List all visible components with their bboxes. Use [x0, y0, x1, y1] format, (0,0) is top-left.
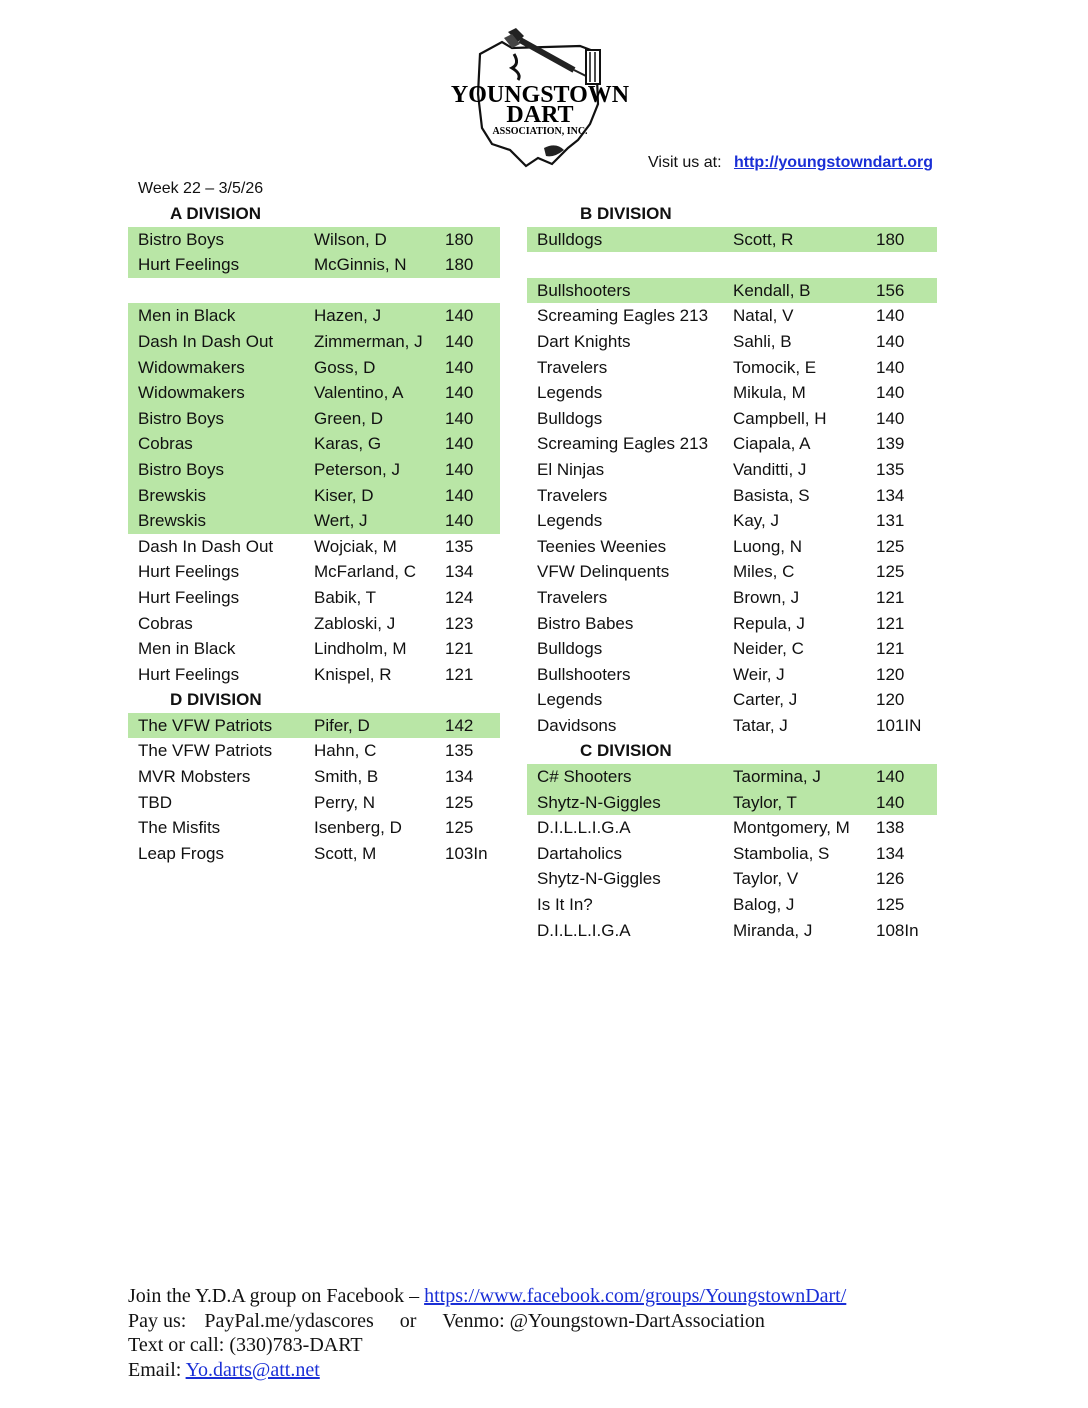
table-row: [128, 457, 500, 483]
player-name: Luong, N: [733, 536, 802, 556]
team-name: Dash In Dash Out: [138, 536, 274, 556]
c-division-table: [527, 764, 937, 943]
table-row: [527, 559, 937, 585]
team-name: The VFW Patriots: [138, 715, 273, 735]
player-name: Knispel, R: [314, 664, 392, 684]
score-value: 140: [876, 331, 905, 351]
table-row: [527, 687, 937, 713]
team-name: Widowmakers: [138, 357, 245, 377]
score-value: 140: [876, 792, 905, 812]
team-name: Men in Black: [138, 639, 236, 659]
team-name: Dart Knights: [537, 331, 631, 351]
team-name: Dash In Dash Out: [138, 331, 274, 351]
b-division-table: [527, 227, 937, 739]
venmo-text: Venmo: @Youngstown-DartAssociation: [442, 1309, 765, 1332]
team-name: Bistro Boys: [138, 229, 224, 249]
player-name: Karas, G: [314, 434, 382, 454]
score-value: 123: [445, 613, 474, 633]
score-value: 142: [445, 715, 474, 735]
team-name: TBD: [138, 792, 172, 812]
table-row: [128, 841, 500, 867]
team-name: Legends: [537, 690, 603, 710]
player-name: Vanditti, J: [733, 459, 807, 479]
score-value: 135: [876, 459, 905, 479]
player-name: Green, D: [314, 408, 383, 428]
score-value: 125: [876, 562, 905, 582]
svg-text:ASSOCIATION, INC.: ASSOCIATION, INC.: [492, 126, 588, 137]
player-name: Zimmerman, J: [314, 331, 423, 351]
player-name: Kay, J: [733, 511, 779, 531]
table-row: [527, 457, 937, 483]
table-row: [527, 534, 937, 560]
table-row: [527, 278, 937, 304]
facebook-line: Join the Y.D.A group on Facebook – https://www.facebook.com/groups/YoungstownDart/: [128, 1285, 847, 1307]
table-row: [527, 662, 937, 688]
score-value: 121: [876, 587, 905, 607]
table-row: [527, 892, 937, 918]
visit-label: Visit us at:: [648, 154, 722, 171]
team-name: Davidsons: [537, 715, 617, 735]
table-row: [128, 483, 500, 509]
table-row: [128, 662, 500, 688]
email-link[interactable]: Yo.darts@att.net: [185, 1358, 320, 1381]
team-name: VFW Delinquents: [537, 562, 670, 582]
score-value: 140: [445, 459, 474, 479]
score-value: 120: [876, 664, 905, 684]
c-division-heading: C DIVISION: [580, 741, 672, 761]
score-value: 120: [876, 690, 905, 710]
table-row: [527, 790, 937, 816]
table-row: [527, 329, 937, 355]
table-row: [527, 431, 937, 457]
score-value: 140: [876, 767, 905, 787]
score-value: 140: [445, 434, 474, 454]
website-link[interactable]: http://youngstowndart.org: [733, 154, 934, 171]
team-name: The VFW Patriots: [138, 741, 273, 761]
table-row: [527, 252, 937, 278]
table-row: [128, 431, 500, 457]
team-name: Hurt Feelings: [138, 255, 240, 275]
player-name: Wert, J: [314, 511, 368, 531]
score-value: 121: [445, 639, 474, 659]
player-name: Brown, J: [733, 587, 800, 607]
player-name: Taormina, J: [733, 767, 821, 787]
player-name: Campbell, H: [733, 408, 827, 428]
score-value: 135: [445, 536, 474, 556]
table-row: [128, 303, 500, 329]
player-name: Goss, D: [314, 357, 376, 377]
player-name: McFarland, C: [314, 562, 417, 582]
player-name: Taylor, V: [733, 869, 799, 889]
score-value: 180: [445, 229, 474, 249]
score-value: 125: [876, 895, 905, 915]
facebook-link[interactable]: https://www.facebook.com/groups/YoungstownDart/: [424, 1285, 847, 1307]
score-value: 125: [445, 792, 474, 812]
player-name: Kiser, D: [314, 485, 374, 505]
week-label: Week 22 – 3/5/26: [138, 180, 264, 197]
table-row: [527, 866, 937, 892]
email-line: Email: Yo.darts@att.net: [128, 1358, 320, 1381]
team-name: Bullshooters: [537, 280, 631, 300]
team-name: Cobras: [138, 434, 193, 454]
player-name: Repula, J: [733, 613, 805, 633]
player-name: Neider, C: [733, 639, 804, 659]
team-name: El Ninjas: [537, 459, 605, 479]
score-value: 134: [445, 562, 474, 582]
team-name: Travelers: [537, 485, 608, 505]
team-name: Hurt Feelings: [138, 562, 240, 582]
table-row: [527, 585, 937, 611]
score-value: 125: [876, 536, 905, 556]
player-name: Valentino, A: [314, 383, 404, 403]
score-value: 140: [445, 408, 474, 428]
team-name: Bulldogs: [537, 229, 603, 249]
score-value: 180: [876, 229, 905, 249]
player-name: Lindholm, M: [314, 639, 407, 659]
table-row: [527, 713, 937, 739]
table-row: [527, 764, 937, 790]
yda-logo: [440, 24, 640, 174]
player-name: Peterson, J: [314, 459, 400, 479]
player-name: Weir, J: [733, 664, 785, 684]
team-name: Bulldogs: [537, 639, 603, 659]
team-name: Is It In?: [537, 895, 593, 915]
table-row: [128, 585, 500, 611]
player-name: Scott, R: [733, 229, 794, 249]
team-name: Leap Frogs: [138, 843, 224, 863]
table-row: [128, 329, 500, 355]
score-value: 124: [445, 587, 474, 607]
player-name: Sahli, B: [733, 331, 792, 351]
pay-line: Pay us: PayPal.me/ydascores or Venmo: @Youngstown-DartAssociation: [128, 1309, 765, 1332]
a-division-table: [128, 227, 500, 688]
score-value: 121: [876, 639, 905, 659]
team-name: Screaming Eagles 213: [537, 306, 709, 326]
team-name: MVR Mobsters: [138, 767, 251, 787]
score-value: 140: [876, 357, 905, 377]
player-name: Zabloski, J: [314, 613, 396, 633]
player-name: Miranda, J: [733, 920, 813, 940]
table-row: [527, 355, 937, 381]
table-row: [128, 406, 500, 432]
player-name: McGinnis, N: [314, 255, 407, 275]
team-name: Screaming Eagles 213: [537, 434, 709, 454]
score-value: 103In: [445, 843, 488, 863]
player-name: Wilson, D: [314, 229, 387, 249]
player-name: Balog, J: [733, 895, 795, 915]
table-row: [527, 406, 937, 432]
score-value: 139: [876, 434, 905, 454]
score-value: 121: [445, 664, 474, 684]
player-name: Miles, C: [733, 562, 795, 582]
score-value: 140: [876, 383, 905, 403]
table-row: [128, 508, 500, 534]
svg-text:DART: DART: [506, 102, 574, 128]
visit-line: [648, 154, 933, 172]
team-name: Teenies Weenies: [537, 536, 667, 556]
score-value: 140: [445, 383, 474, 403]
score-value: 140: [876, 408, 905, 428]
player-name: Smith, B: [314, 767, 379, 787]
team-name: Legends: [537, 511, 603, 531]
team-name: Brewskis: [138, 511, 207, 531]
score-value: 140: [445, 357, 474, 377]
player-name: Scott, M: [314, 843, 377, 863]
player-name: Carter, J: [733, 690, 798, 710]
table-row: [128, 355, 500, 381]
team-name: Widowmakers: [138, 383, 245, 403]
score-value: 121: [876, 613, 905, 633]
team-name: Travelers: [537, 587, 608, 607]
score-value: 140: [876, 306, 905, 326]
flag-icon: [586, 50, 600, 84]
table-row: [527, 380, 937, 406]
score-value: 156: [876, 280, 905, 300]
player-name: Natal, V: [733, 306, 794, 326]
score-value: 140: [445, 306, 474, 326]
player-name: Montgomery, M: [733, 818, 850, 838]
team-name: Bulldogs: [537, 408, 603, 428]
d-division-table: [128, 713, 500, 867]
score-value: 135: [445, 741, 474, 761]
score-value: 134: [876, 485, 905, 505]
team-name: Legends: [537, 383, 603, 403]
table-row: [527, 227, 937, 253]
player-name: Kendall, B: [733, 280, 811, 300]
team-name: Brewskis: [138, 485, 207, 505]
table-row: [128, 278, 500, 304]
footer: [128, 1284, 846, 1382]
table-row: [128, 559, 500, 585]
player-name: Tatar, J: [733, 715, 788, 735]
table-row: [128, 227, 500, 253]
score-value: 140: [445, 511, 474, 531]
team-name: D.I.L.L.I.G.A: [537, 818, 631, 838]
score-value: 140: [445, 331, 474, 351]
player-name: Taylor, T: [733, 792, 797, 812]
player-name: Ciapala, A: [733, 434, 811, 454]
table-row: [527, 815, 937, 841]
score-value: 134: [445, 767, 474, 787]
table-row: [128, 764, 500, 790]
svg-text:YOUNGSTOWN: YOUNGSTOWN: [450, 82, 630, 108]
score-value: 140: [445, 485, 474, 505]
score-value: 108In: [876, 920, 919, 940]
team-name: Shytz-N-Giggles: [537, 792, 661, 812]
team-name: Travelers: [537, 357, 608, 377]
team-name: Dartaholics: [537, 843, 623, 863]
score-value: 134: [876, 843, 905, 863]
score-value: 101IN: [876, 715, 922, 735]
player-name: Tomocik, E: [733, 357, 817, 377]
table-row: [527, 636, 937, 662]
score-value: 131: [876, 511, 905, 531]
team-name: Hurt Feelings: [138, 587, 240, 607]
team-name: Bistro Boys: [138, 459, 224, 479]
score-value: 126: [876, 869, 905, 889]
table-row: [128, 380, 500, 406]
team-name: The Misfits: [138, 818, 221, 838]
player-name: Pifer, D: [314, 715, 370, 735]
table-row: [128, 611, 500, 637]
table-row: [128, 790, 500, 816]
table-row: [527, 611, 937, 637]
table-row: [527, 841, 937, 867]
team-name: Hurt Feelings: [138, 664, 240, 684]
team-name: Bullshooters: [537, 664, 631, 684]
table-row: [128, 713, 500, 739]
player-name: Hazen, J: [314, 306, 382, 326]
d-division-heading: D DIVISION: [170, 690, 262, 710]
player-name: Wojciak, M: [314, 536, 397, 556]
player-name: Babik, T: [314, 587, 377, 607]
score-value: 125: [445, 818, 474, 838]
right-column: [527, 201, 937, 943]
team-name: Bistro Boys: [138, 408, 224, 428]
table-row: [128, 636, 500, 662]
paypal-text: PayPal.me/ydascores: [204, 1309, 374, 1332]
player-name: Perry, N: [314, 792, 376, 812]
table-row: [527, 918, 937, 944]
table-row: [527, 483, 937, 509]
score-value: 138: [876, 818, 905, 838]
b-division-heading: B DIVISION: [580, 204, 672, 223]
table-row: [128, 738, 500, 764]
player-name: Hahn, C: [314, 741, 377, 761]
team-name: Bistro Babes: [537, 613, 634, 633]
table-row: [527, 303, 937, 329]
team-name: D.I.L.L.I.G.A: [537, 920, 631, 940]
team-name: C# Shooters: [537, 767, 632, 787]
score-value: 180: [445, 255, 474, 275]
player-name: Basista, S: [733, 485, 810, 505]
player-name: Mikula, M: [733, 383, 806, 403]
team-name: Cobras: [138, 613, 193, 633]
team-name: Shytz-N-Giggles: [537, 869, 661, 889]
table-row: [527, 508, 937, 534]
team-name: Men in Black: [138, 306, 236, 326]
table-row: [128, 252, 500, 278]
table-row: [128, 815, 500, 841]
phone-line: Text or call: (330)783-DART: [128, 1334, 363, 1356]
player-name: Isenberg, D: [314, 818, 402, 838]
a-division-heading: A DIVISION: [170, 204, 261, 223]
table-row: [128, 534, 500, 560]
player-name: Stambolia, S: [733, 843, 830, 863]
left-column: [128, 201, 500, 866]
